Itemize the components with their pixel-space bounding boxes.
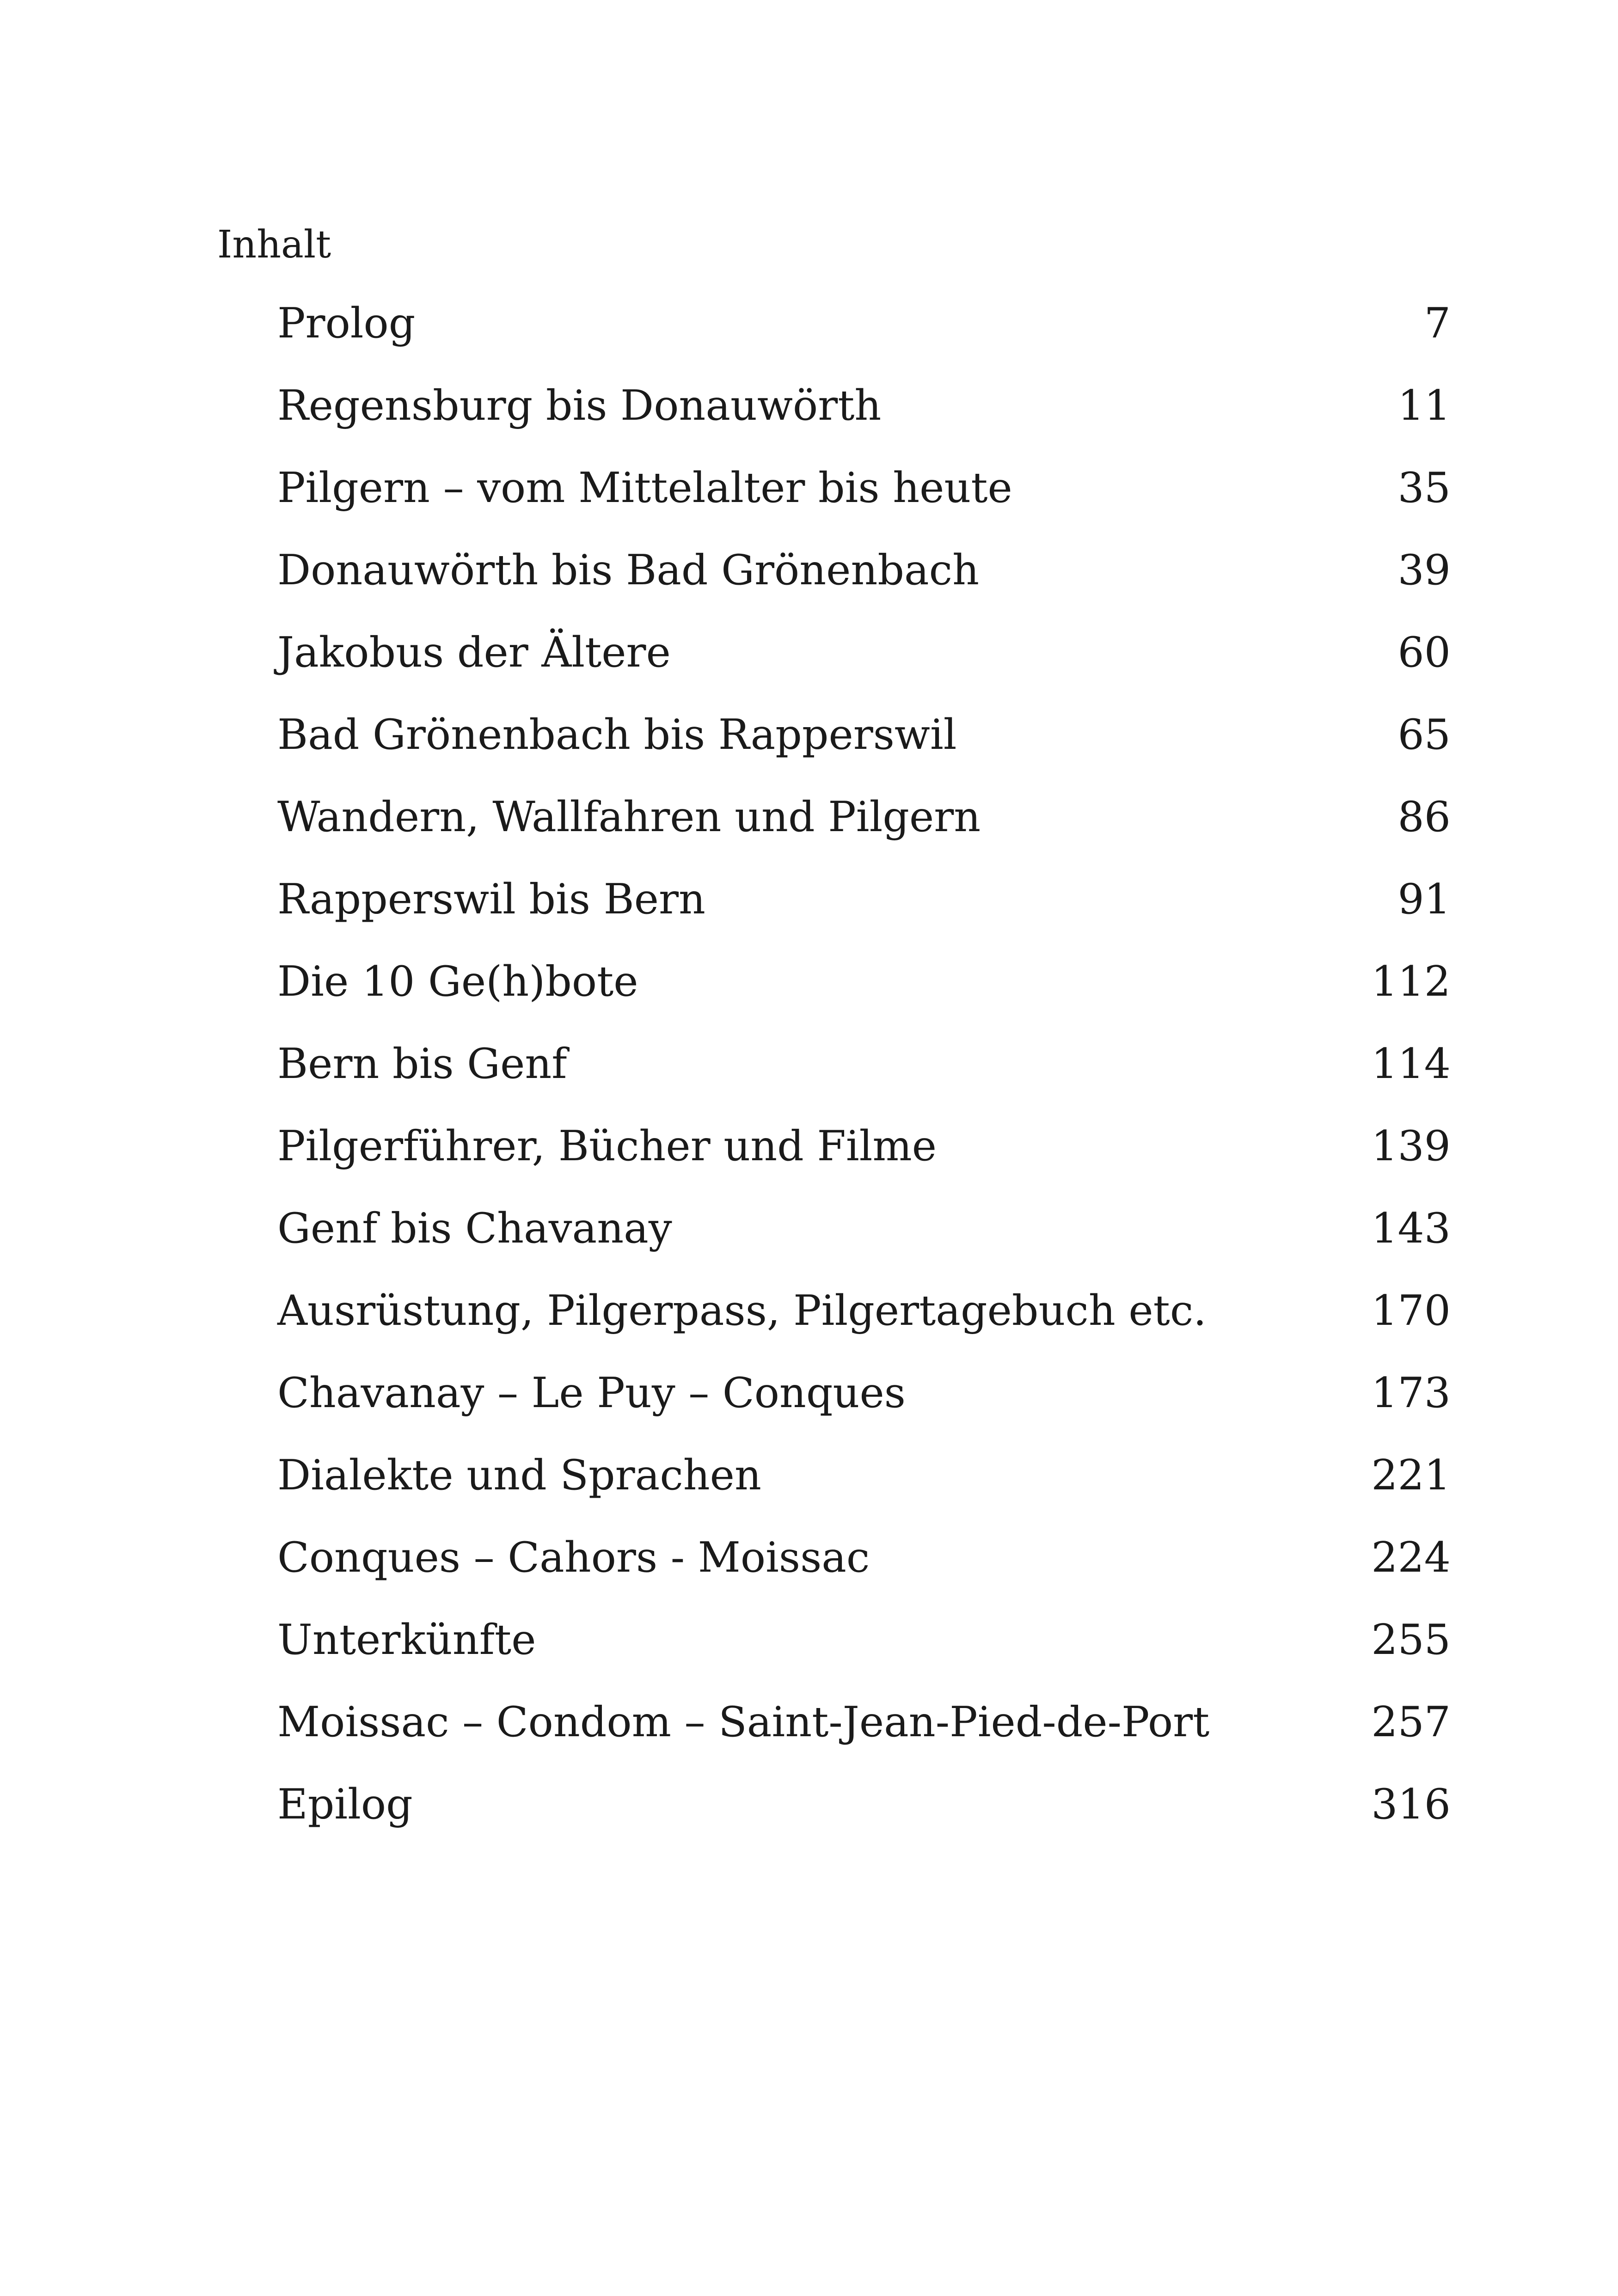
toc-entry (277, 1119, 1451, 1201)
toc-entry (277, 954, 1451, 1036)
toc-entry (277, 1036, 1451, 1119)
toc-entry-page: 173 (1371, 1369, 1451, 1417)
toc-entry (277, 1448, 1451, 1530)
toc-entry-title: Donauwörth bis Bad Grönenbach (277, 546, 980, 594)
toc-entry (277, 1283, 1451, 1365)
toc-entry-title: Ausrüstung, Pilgerpass, Pilgertagebuch etc. (277, 1286, 1207, 1335)
toc-entry-page: 255 (1371, 1616, 1451, 1664)
toc-entry-title: Genf bis Chavanay (277, 1204, 672, 1253)
toc-entry-page: 257 (1371, 1698, 1451, 1746)
toc-entry-title: Conques – Cahors - Moissac (277, 1533, 870, 1582)
toc-entry (277, 543, 1451, 625)
toc-entry-title: Bern bis Genf (277, 1040, 567, 1088)
toc-entry (277, 707, 1451, 790)
toc-entry-title: Moissac – Condom – Saint-Jean-Pied-de-Port (277, 1698, 1210, 1746)
toc-entry-title: Pilgern – vom Mittelalter bis heute (277, 464, 1012, 512)
toc-entry-page: 7 (1424, 299, 1451, 348)
toc-entry (277, 1612, 1451, 1695)
toc-entry (277, 378, 1451, 460)
toc-entry-title: Bad Grönenbach bis Rapperswil (277, 710, 957, 759)
toc-entry-page: 11 (1397, 381, 1451, 430)
toc-entry (277, 296, 1451, 378)
toc-entry-title: Pilgerführer, Bücher und Filme (277, 1122, 937, 1170)
toc-entry-title: Wandern, Wallfahren und Pilgern (277, 793, 981, 841)
toc-entry (277, 1777, 1451, 1859)
toc-entry-page: 143 (1371, 1204, 1451, 1253)
toc-entry-title: Chavanay – Le Puy – Conques (277, 1369, 906, 1417)
toc-entry (277, 1695, 1451, 1777)
toc-entry-title: Dialekte und Sprachen (277, 1451, 761, 1500)
toc-entry-title: Epilog (277, 1780, 413, 1829)
toc-entry-page: 86 (1397, 793, 1451, 841)
toc-entry-page: 224 (1371, 1533, 1451, 1582)
toc-entry-title: Die 10 Ge(h)bote (277, 957, 638, 1006)
toc-entry-page: 221 (1371, 1451, 1451, 1500)
toc-entry-page: 35 (1397, 464, 1451, 512)
toc-entry-page: 60 (1397, 628, 1451, 677)
toc-list (277, 296, 1451, 1859)
toc-entry-page: 114 (1371, 1040, 1451, 1088)
toc-entry (277, 1201, 1451, 1283)
toc-entry-title: Rapperswil bis Bern (277, 875, 705, 924)
toc-entry-title: Regensburg bis Donauwörth (277, 381, 882, 430)
toc-entry-page: 65 (1397, 710, 1451, 759)
toc-entry-title: Unterkünfte (277, 1616, 536, 1664)
toc-heading: Inhalt (217, 223, 331, 267)
toc-entry (277, 460, 1451, 543)
toc-entry-page: 316 (1371, 1780, 1451, 1829)
toc-entry (277, 790, 1451, 872)
toc-entry (277, 1530, 1451, 1612)
toc-entry-page: 170 (1371, 1286, 1451, 1335)
toc-entry-page: 112 (1371, 957, 1451, 1006)
toc-entry-page: 139 (1371, 1122, 1451, 1170)
toc-entry-page: 39 (1397, 546, 1451, 594)
toc-entry-page: 91 (1397, 875, 1451, 924)
toc-entry-title: Jakobus der Ältere (277, 628, 671, 677)
toc-entry-title: Prolog (277, 299, 416, 348)
toc-entry (277, 625, 1451, 707)
toc-entry (277, 872, 1451, 954)
toc-entry (277, 1365, 1451, 1448)
